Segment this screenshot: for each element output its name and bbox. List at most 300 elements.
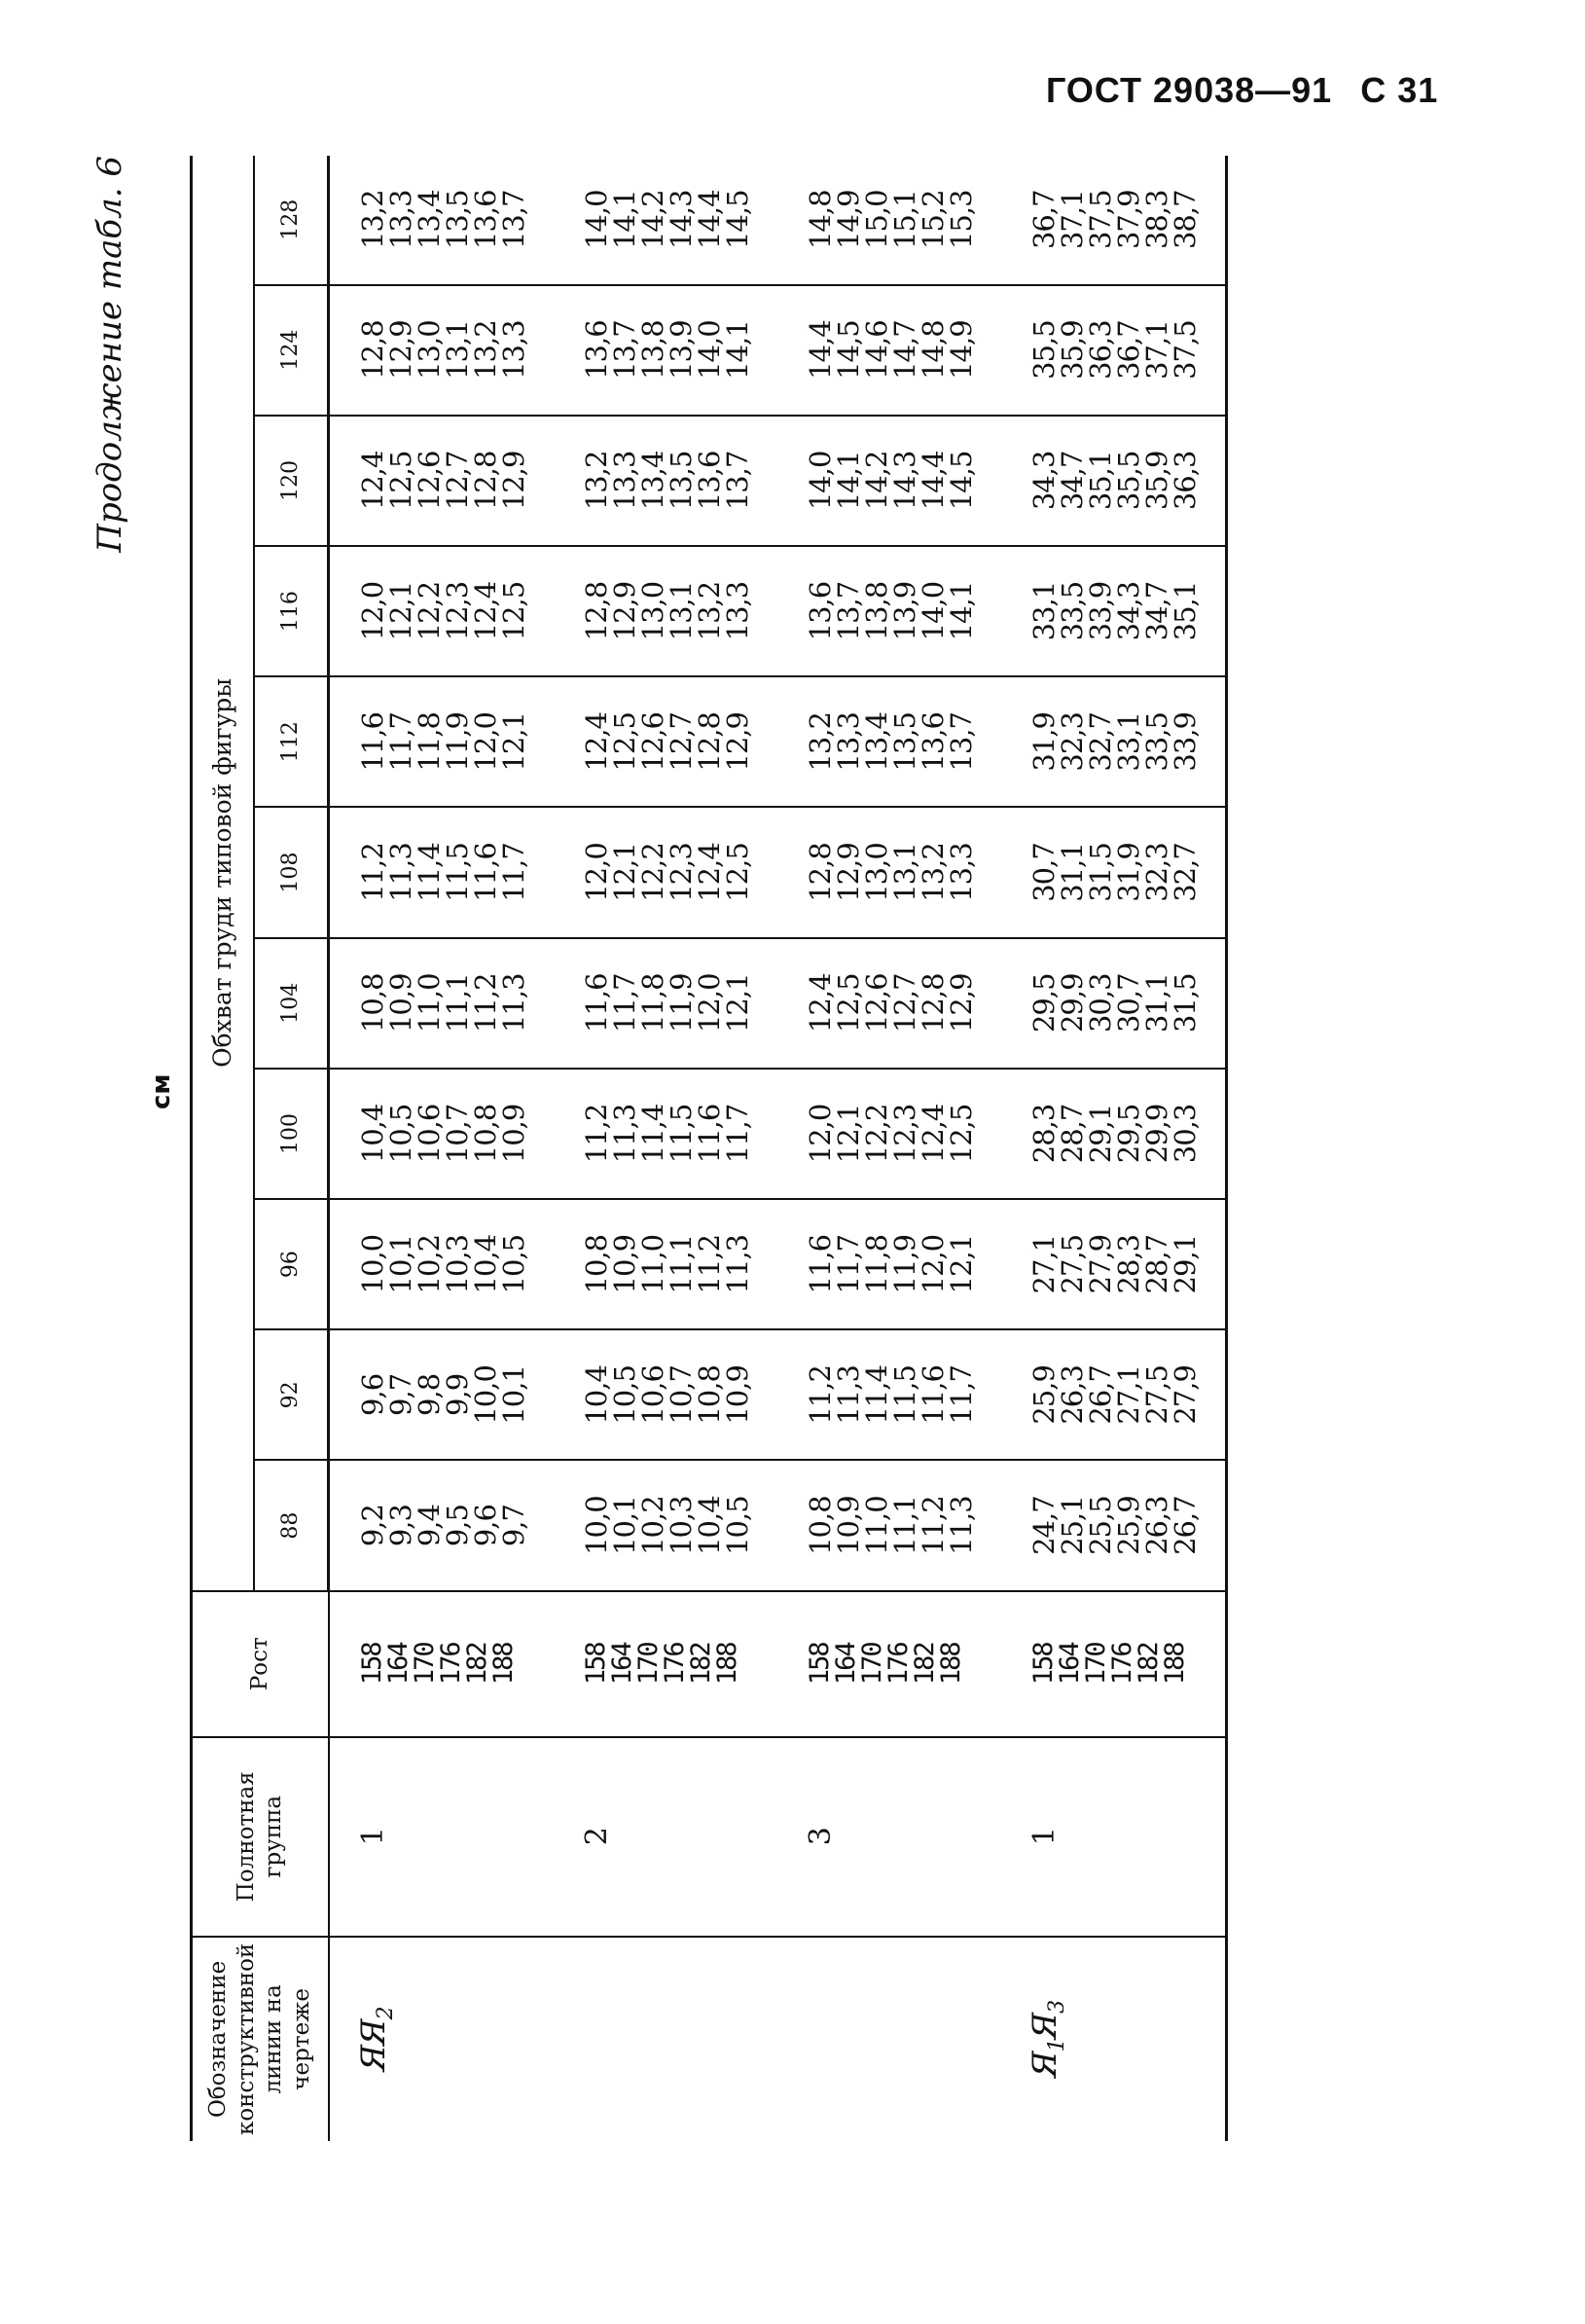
measurement-value: 10,9 <box>608 1234 641 1294</box>
height-value: 170 <box>409 1643 440 1686</box>
height-value: 164 <box>831 1643 861 1686</box>
page-number: С 31 <box>1360 70 1439 110</box>
measurement-value: 11,2 <box>580 1104 613 1164</box>
measurement-value: 27,1 <box>1112 1365 1145 1425</box>
measurement-value: 14,7 <box>888 320 921 380</box>
measurement-value: 26,7 <box>1084 1365 1117 1425</box>
table-row <box>777 156 1001 2141</box>
line-symbol: ЯЯ <box>353 2019 393 2072</box>
measurement-value: 14,9 <box>945 320 978 380</box>
measurement-value: 34,7 <box>1140 581 1173 641</box>
measurement-value: 12,0 <box>917 1234 950 1294</box>
measurement-value: 12,1 <box>384 581 417 641</box>
measurement-value: 11,4 <box>413 843 446 902</box>
measurement-value: 10,9 <box>497 1104 530 1164</box>
measurement-value: 12,5 <box>945 1104 978 1164</box>
measurement-value: 11,4 <box>636 1104 669 1164</box>
measurement-value: 12,1 <box>945 1234 978 1294</box>
table-row <box>1001 156 1227 2141</box>
measurement-value: 35,1 <box>1084 451 1117 511</box>
measurement-value: 37,1 <box>1140 320 1173 380</box>
measurement-value: 10,8 <box>356 973 389 1034</box>
measurement-value: 10,9 <box>721 1365 754 1425</box>
measurement-value: 29,9 <box>1140 1104 1173 1164</box>
height-value: 158 <box>581 1643 611 1686</box>
completeness-group-cell: 3 <box>777 1737 1001 1937</box>
measurement-value: 13,8 <box>636 320 669 380</box>
measurement-value: 11,3 <box>384 843 417 902</box>
measurement-value: 29,1 <box>1169 1234 1202 1294</box>
measurement-value: 34,3 <box>1112 581 1145 641</box>
measurement-value: 10,5 <box>497 1234 530 1294</box>
measurement-value: 13,6 <box>917 712 950 772</box>
measurement-value: 37,5 <box>1169 320 1202 380</box>
measurement-value: 12,8 <box>804 843 837 902</box>
measurement-value: 28,3 <box>1112 1234 1145 1294</box>
value-cell <box>1001 546 1227 676</box>
measurement-value: 10,2 <box>636 1496 669 1555</box>
measurement-value: 12,4 <box>580 712 613 772</box>
measurement-value: 12,8 <box>356 320 389 380</box>
value-cell <box>329 156 555 285</box>
height-cell <box>554 1591 777 1737</box>
measurement-value: 13,2 <box>917 843 950 902</box>
measurement-value: 12,9 <box>384 320 417 380</box>
col-size-128: 128 <box>254 156 329 285</box>
value-cell <box>554 416 777 546</box>
measurement-value: 36,3 <box>1169 451 1202 511</box>
measurement-value: 13,2 <box>693 581 726 641</box>
measurement-value: 11,2 <box>356 843 389 902</box>
measurement-value: 33,9 <box>1169 712 1202 772</box>
measurement-value: 32,3 <box>1140 843 1173 902</box>
measurement-value: 31,1 <box>1056 843 1089 902</box>
measurement-value: 12,9 <box>497 451 530 511</box>
measurement-value: 38,7 <box>1169 190 1202 250</box>
height-value: 176 <box>435 1643 466 1686</box>
measurement-value: 12,5 <box>384 451 417 511</box>
value-cell <box>1001 416 1227 546</box>
measurement-value: 10,8 <box>804 1496 837 1555</box>
measurement-value: 11,1 <box>441 973 474 1034</box>
measurement-value: 13,8 <box>860 581 893 641</box>
value-cell <box>554 676 777 807</box>
height-value: 164 <box>607 1643 637 1686</box>
measurement-value: 25,5 <box>1084 1496 1117 1555</box>
measurement-value: 13,4 <box>860 712 893 772</box>
measurement-value: 12,4 <box>356 451 389 511</box>
value-cell <box>329 1460 555 1590</box>
measurement-value: 12,9 <box>945 973 978 1034</box>
height-value: 158 <box>1028 1643 1059 1686</box>
col-size-112: 112 <box>254 676 329 807</box>
measurement-value: 10,9 <box>384 973 417 1034</box>
height-value: 170 <box>633 1643 664 1686</box>
measurement-value: 14,1 <box>945 581 978 641</box>
value-cell <box>329 546 555 676</box>
measurement-value: 15,0 <box>860 190 893 250</box>
measurement-value: 13,6 <box>580 320 613 380</box>
measurement-value: 14,3 <box>888 451 921 511</box>
measurement-value: 36,7 <box>1027 190 1061 250</box>
col-size-100: 100 <box>254 1069 329 1199</box>
measurement-value: 12,5 <box>832 973 865 1034</box>
measurement-value: 10,3 <box>441 1234 474 1294</box>
measurement-value: 11,3 <box>945 1496 978 1555</box>
measurement-value: 13,2 <box>469 320 502 380</box>
value-cell <box>329 1329 555 1460</box>
completeness-group-cell: 2 <box>554 1737 777 1937</box>
measurement-value: 13,3 <box>721 581 754 641</box>
measurement-value: 10,5 <box>721 1496 754 1555</box>
measurement-value: 12,0 <box>804 1104 837 1164</box>
height-value: 176 <box>1107 1643 1137 1686</box>
measurement-value: 11,8 <box>860 1234 893 1294</box>
measurement-value: 11,7 <box>608 973 641 1034</box>
measurement-value: 31,5 <box>1169 973 1202 1034</box>
measurement-value: 10,4 <box>356 1104 389 1164</box>
measurement-value: 32,3 <box>1056 712 1089 772</box>
line-symbol: Я <box>1026 2052 1064 2078</box>
value-cell <box>554 1460 777 1590</box>
measurement-value: 11,9 <box>441 712 474 772</box>
measurement-value: 13,3 <box>945 843 978 902</box>
measurement-value: 10,8 <box>693 1365 726 1425</box>
measurement-value: 9,8 <box>413 1373 446 1416</box>
measurement-value: 10,0 <box>580 1496 613 1555</box>
measurement-value: 9,7 <box>497 1505 530 1547</box>
line-subscript: 1 <box>1044 2039 1069 2052</box>
measurement-value: 10,8 <box>469 1104 502 1164</box>
measurement-value: 30,7 <box>1112 973 1145 1034</box>
measurement-value: 13,5 <box>665 451 698 511</box>
measurement-value: 13,1 <box>888 843 921 902</box>
value-cell <box>777 938 1001 1069</box>
measurement-value: 13,6 <box>469 190 502 250</box>
line-designation-cell <box>1001 1937 1227 2141</box>
measurement-value: 13,9 <box>665 320 698 380</box>
measurement-value: 9,6 <box>356 1373 389 1416</box>
measurement-value: 12,0 <box>469 712 502 772</box>
measurement-value: 11,5 <box>888 1365 921 1425</box>
measurement-value: 34,3 <box>1027 451 1061 511</box>
value-cell <box>329 1069 555 1199</box>
height-value: 182 <box>1134 1643 1164 1686</box>
measurement-value: 33,1 <box>1112 712 1145 772</box>
measurement-value: 13,7 <box>608 320 641 380</box>
measurement-value: 35,5 <box>1112 451 1145 511</box>
measurement-value: 12,1 <box>497 712 530 772</box>
measurement-value: 13,1 <box>665 581 698 641</box>
value-cell <box>329 807 555 937</box>
measurement-value: 14,0 <box>804 451 837 511</box>
measurement-value: 12,4 <box>804 973 837 1034</box>
measurement-value: 13,2 <box>356 190 389 250</box>
measurement-value: 11,8 <box>413 712 446 772</box>
measurement-value: 12,5 <box>721 843 754 902</box>
measurement-value: 14,1 <box>608 190 641 250</box>
measurement-value: 30,7 <box>1027 843 1061 902</box>
value-cell <box>777 1329 1001 1460</box>
measurement-value: 25,1 <box>1056 1496 1089 1555</box>
measurement-value: 12,9 <box>832 843 865 902</box>
measurement-value: 11,0 <box>860 1496 893 1555</box>
measurement-value: 12,0 <box>580 843 613 902</box>
line-designation-cell <box>554 1937 777 2141</box>
measurement-value: 12,3 <box>665 843 698 902</box>
measurement-value: 28,3 <box>1027 1104 1061 1164</box>
line-subscript: 3 <box>1044 2000 1069 2014</box>
measurement-value: 11,5 <box>665 1104 698 1164</box>
height-value: 188 <box>712 1643 742 1686</box>
measurement-value: 26,3 <box>1056 1365 1089 1425</box>
measurement-value: 13,9 <box>888 581 921 641</box>
measurement-value: 9,7 <box>384 1373 417 1416</box>
line-designation-cell <box>329 1937 555 2141</box>
value-cell <box>329 938 555 1069</box>
value-cell <box>1001 676 1227 807</box>
measurement-value: 14,4 <box>693 190 726 250</box>
measurement-value: 12,4 <box>693 843 726 902</box>
measurement-value: 12,8 <box>693 712 726 772</box>
value-cell <box>1001 156 1227 285</box>
value-cell <box>777 546 1001 676</box>
measurement-value: 13,7 <box>497 190 530 250</box>
height-cell <box>1001 1591 1227 1737</box>
measurement-value: 27,1 <box>1027 1234 1061 1294</box>
measurement-value: 25,9 <box>1112 1496 1145 1555</box>
value-cell <box>777 1460 1001 1590</box>
measurement-value: 10,1 <box>384 1234 417 1294</box>
value-cell <box>777 1069 1001 1199</box>
height-cell <box>777 1591 1001 1737</box>
measurement-value: 11,5 <box>441 843 474 902</box>
value-cell <box>1001 285 1227 416</box>
measurement-value: 10,4 <box>693 1496 726 1555</box>
measurement-value: 11,0 <box>413 973 446 1034</box>
measurement-value: 10,5 <box>608 1365 641 1425</box>
measurement-value: 11,3 <box>497 973 530 1034</box>
line-subscript: 2 <box>373 2007 398 2020</box>
measurement-value: 12,0 <box>356 581 389 641</box>
measurement-value: 14,3 <box>665 190 698 250</box>
measurement-value: 35,5 <box>1027 320 1061 380</box>
measurement-value: 31,9 <box>1112 843 1145 902</box>
height-value: 164 <box>382 1643 414 1686</box>
value-cell <box>777 807 1001 937</box>
measurement-value: 12,6 <box>860 973 893 1034</box>
measurement-value: 12,3 <box>888 1104 921 1164</box>
measurement-value: 35,9 <box>1056 320 1089 380</box>
measurement-value: 13,2 <box>804 712 837 772</box>
measurement-value: 33,5 <box>1056 581 1089 641</box>
measurement-value: 11,1 <box>665 1234 698 1294</box>
value-cell <box>1001 1199 1227 1329</box>
height-value: 188 <box>1160 1643 1190 1686</box>
measurement-value: 29,9 <box>1056 973 1089 1034</box>
measurement-value: 13,2 <box>580 451 613 511</box>
value-cell <box>777 156 1001 285</box>
measurement-value: 14,6 <box>860 320 893 380</box>
measurement-value: 15,2 <box>917 190 950 250</box>
measurement-value: 9,5 <box>441 1505 474 1547</box>
height-value: 188 <box>936 1643 966 1686</box>
measurement-value: 15,1 <box>888 190 921 250</box>
measurement-value: 35,1 <box>1169 581 1202 641</box>
value-cell <box>777 416 1001 546</box>
value-cell <box>554 1329 777 1460</box>
measurement-value: 34,7 <box>1056 451 1089 511</box>
page-header <box>1046 70 1438 111</box>
measurement-value: 10,6 <box>636 1365 669 1425</box>
measurement-value: 31,1 <box>1140 973 1173 1034</box>
measurement-value: 29,5 <box>1027 973 1061 1034</box>
measurement-value: 13,1 <box>441 320 474 380</box>
col-size-92: 92 <box>254 1329 329 1460</box>
measurement-value: 14,2 <box>860 451 893 511</box>
unit-label: см <box>147 1073 176 1109</box>
measurement-value: 11,3 <box>832 1365 865 1425</box>
height-value: 164 <box>1055 1643 1085 1686</box>
measurement-value: 14,8 <box>804 190 837 250</box>
measurement-value: 14,5 <box>721 190 754 250</box>
value-cell <box>1001 938 1227 1069</box>
measurement-value: 13,4 <box>636 451 669 511</box>
measurement-value: 12,2 <box>413 581 446 641</box>
value-cell <box>329 285 555 416</box>
measurement-value: 11,4 <box>860 1365 893 1425</box>
height-value: 170 <box>1081 1643 1111 1686</box>
measurement-value: 12,1 <box>721 973 754 1034</box>
measurement-value: 12,2 <box>860 1104 893 1164</box>
value-cell <box>554 285 777 416</box>
measurement-value: 12,9 <box>721 712 754 772</box>
measurement-value: 33,5 <box>1140 712 1173 772</box>
measurement-value: 12,6 <box>413 451 446 511</box>
measurement-value: 11,2 <box>469 973 502 1034</box>
measurement-value: 13,0 <box>860 843 893 902</box>
measurement-value: 12,8 <box>580 581 613 641</box>
table-row <box>329 156 555 2141</box>
measurement-value: 11,6 <box>917 1365 950 1425</box>
measurement-value: 10,3 <box>665 1496 698 1555</box>
measurement-value: 11,7 <box>384 712 417 772</box>
measurement-value: 14,0 <box>693 320 726 380</box>
measurement-value: 10,1 <box>608 1496 641 1555</box>
measurement-value: 11,3 <box>608 1104 641 1164</box>
value-cell <box>554 807 777 937</box>
measurement-value: 10,0 <box>356 1234 389 1294</box>
measurement-value: 10,6 <box>413 1104 446 1164</box>
measurement-value: 14,1 <box>721 320 754 380</box>
measurement-value: 13,5 <box>888 712 921 772</box>
height-cell <box>329 1591 555 1737</box>
measurement-value: 11,8 <box>636 973 669 1034</box>
col-size-96: 96 <box>254 1199 329 1329</box>
measurement-value: 37,9 <box>1112 190 1145 250</box>
measurement-value: 13,3 <box>608 451 641 511</box>
measurement-value: 38,3 <box>1140 190 1173 250</box>
height-value: 170 <box>857 1643 887 1686</box>
measurement-value: 12,1 <box>608 843 641 902</box>
measurement-value: 13,3 <box>384 190 417 250</box>
measurement-value: 11,6 <box>356 712 389 772</box>
completeness-group-cell: 1 <box>1001 1737 1227 1937</box>
measurement-value: 27,5 <box>1140 1365 1173 1425</box>
value-cell <box>1001 1069 1227 1199</box>
measurement-value: 13,0 <box>413 320 446 380</box>
measurement-value: 37,1 <box>1056 190 1089 250</box>
value-cell <box>554 938 777 1069</box>
value-cell <box>554 1199 777 1329</box>
measurement-value: 10,9 <box>832 1496 865 1555</box>
measurement-value: 33,1 <box>1027 581 1061 641</box>
measurement-value: 27,5 <box>1056 1234 1089 1294</box>
measurement-value: 14,5 <box>945 451 978 511</box>
value-cell <box>1001 807 1227 937</box>
continuation-label: Продолжение табл. 6 <box>90 156 129 553</box>
col-size-88: 88 <box>254 1460 329 1590</box>
measurements-table <box>190 156 1228 2141</box>
measurement-value: 37,5 <box>1084 190 1117 250</box>
measurement-value: 26,7 <box>1169 1496 1202 1555</box>
measurement-value: 13,7 <box>832 581 865 641</box>
col-chest-group: Обхват груди типовой фигуры <box>192 156 255 1591</box>
measurement-value: 12,6 <box>636 712 669 772</box>
measurement-value: 11,7 <box>721 1104 754 1164</box>
measurement-value: 14,0 <box>917 581 950 641</box>
table-row <box>554 156 777 2141</box>
measurement-value: 14,4 <box>917 451 950 511</box>
measurement-value: 9,3 <box>384 1505 417 1547</box>
measurement-value: 28,7 <box>1140 1234 1173 1294</box>
measurement-value: 10,5 <box>384 1104 417 1164</box>
measurement-value: 36,3 <box>1084 320 1117 380</box>
measurement-value: 13,0 <box>636 581 669 641</box>
measurement-value: 10,7 <box>665 1365 698 1425</box>
measurement-value: 11,7 <box>945 1365 978 1425</box>
height-value: 176 <box>883 1643 914 1686</box>
height-value: 182 <box>910 1643 940 1686</box>
measurement-value: 11,6 <box>580 973 613 1034</box>
measurement-value: 10,1 <box>497 1365 530 1425</box>
value-cell <box>329 416 555 546</box>
measurement-value: 11,7 <box>497 843 530 902</box>
measurement-value: 10,7 <box>441 1104 474 1164</box>
measurement-value: 26,3 <box>1140 1496 1173 1555</box>
col-size-108: 108 <box>254 807 329 937</box>
measurement-value: 10,4 <box>469 1234 502 1294</box>
completeness-group-cell: 1 <box>329 1737 555 1937</box>
measurement-value: 25,9 <box>1027 1365 1061 1425</box>
height-value: 182 <box>461 1643 492 1686</box>
measurement-value: 12,3 <box>441 581 474 641</box>
measurement-value: 12,7 <box>665 712 698 772</box>
measurement-value: 10,0 <box>469 1365 502 1425</box>
measurement-value: 11,7 <box>832 1234 865 1294</box>
value-cell <box>777 285 1001 416</box>
measurement-value: 12,1 <box>832 1104 865 1164</box>
measurement-value: 12,4 <box>917 1104 950 1164</box>
measurement-value: 13,6 <box>693 451 726 511</box>
measurement-value: 10,8 <box>580 1234 613 1294</box>
measurement-value: 32,7 <box>1169 843 1202 902</box>
measurement-value: 11,6 <box>469 843 502 902</box>
height-value: 158 <box>356 1643 387 1686</box>
measurement-value: 12,2 <box>636 843 669 902</box>
measurement-value: 10,2 <box>413 1234 446 1294</box>
height-value: 158 <box>805 1643 835 1686</box>
